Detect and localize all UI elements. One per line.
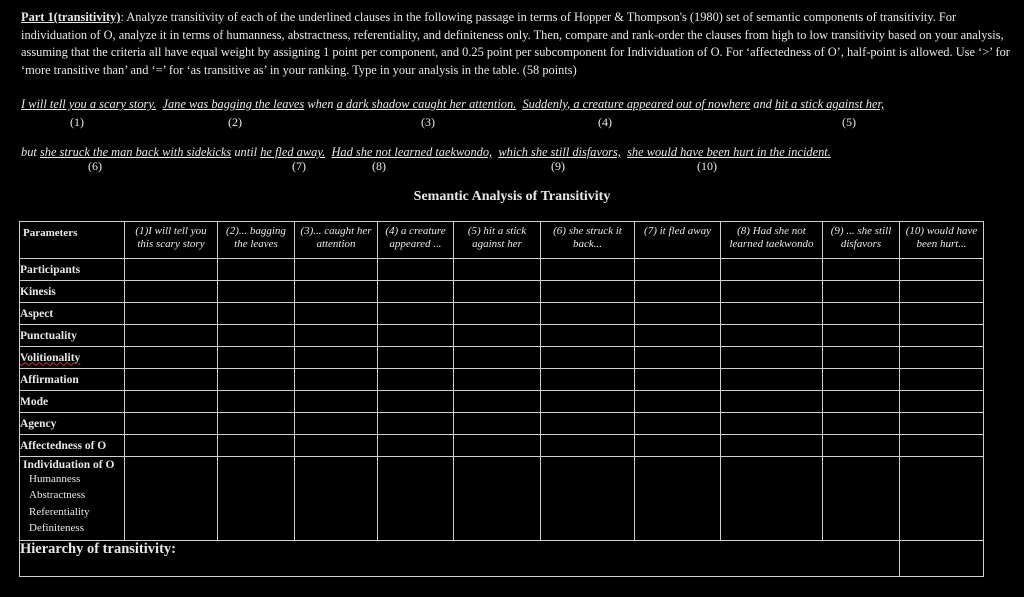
- analysis-cell[interactable]: [454, 281, 541, 303]
- individuation-subcomponent: Abstractness: [29, 489, 86, 502]
- hierarchy-row: [20, 541, 984, 577]
- analysis-cell[interactable]: [541, 303, 635, 325]
- analysis-cell[interactable]: [635, 369, 721, 391]
- analysis-cell[interactable]: [454, 369, 541, 391]
- analysis-cell[interactable]: [454, 325, 541, 347]
- passage-line-2: [21, 145, 831, 160]
- table-row: [20, 347, 984, 369]
- table-row: [20, 435, 984, 457]
- clause-number: (5): [842, 115, 856, 129]
- analysis-cell[interactable]: [218, 303, 295, 325]
- header-row: [20, 222, 984, 259]
- table-title: Semantic Analysis of Transitivity: [413, 189, 611, 204]
- analysis-cell[interactable]: [721, 457, 823, 541]
- analysis-cell[interactable]: [454, 457, 541, 541]
- table-row: [20, 369, 984, 391]
- analysis-cell[interactable]: [218, 457, 295, 541]
- analysis-cell[interactable]: [295, 259, 378, 281]
- analysis-cell[interactable]: [721, 435, 823, 457]
- clause-10: she would have been hurt in the incident.: [627, 145, 831, 159]
- analysis-cell[interactable]: [635, 391, 721, 413]
- instructions: [21, 9, 1011, 79]
- analysis-cell[interactable]: [541, 259, 635, 281]
- parameter-label: Volitionality: [20, 347, 125, 369]
- analysis-cell[interactable]: [454, 435, 541, 457]
- analysis-cell[interactable]: [635, 457, 721, 541]
- analysis-cell[interactable]: [721, 325, 823, 347]
- analysis-cell[interactable]: [823, 369, 900, 391]
- table-row: [20, 413, 984, 435]
- clause-number: (2): [228, 115, 242, 129]
- analysis-cell[interactable]: [900, 457, 984, 541]
- table-row: [20, 457, 984, 541]
- analysis-cell[interactable]: [218, 369, 295, 391]
- clause-3: a dark shadow caught her attention.: [336, 97, 517, 111]
- analysis-cell[interactable]: [900, 435, 984, 457]
- clause-4: Suddenly, a creature appeared out of nowhere: [522, 97, 751, 111]
- analysis-cell[interactable]: [823, 435, 900, 457]
- clause-7: he fled away.: [260, 145, 326, 159]
- table-row: [20, 325, 984, 347]
- clause-number: (6): [88, 159, 102, 173]
- analysis-cell[interactable]: [900, 281, 984, 303]
- analysis-cell[interactable]: [900, 303, 984, 325]
- analysis-cell[interactable]: [541, 369, 635, 391]
- column-header-8: (8) Had she not learned taekwondo: [721, 222, 823, 259]
- analysis-cell[interactable]: [541, 281, 635, 303]
- column-header-4: (4) a creature appeared ...: [378, 222, 454, 259]
- analysis-cell[interactable]: [125, 281, 218, 303]
- column-header-5: (5) hit a stick against her: [454, 222, 541, 259]
- analysis-cell[interactable]: [378, 413, 454, 435]
- analysis-cell[interactable]: [125, 457, 218, 541]
- analysis-cell[interactable]: [125, 259, 218, 281]
- analysis-cell[interactable]: [900, 391, 984, 413]
- column-header-7: (7) it fled away: [635, 222, 721, 259]
- analysis-cell[interactable]: [218, 347, 295, 369]
- analysis-cell[interactable]: [218, 281, 295, 303]
- analysis-cell[interactable]: [378, 347, 454, 369]
- analysis-cell[interactable]: [823, 391, 900, 413]
- analysis-cell[interactable]: [125, 435, 218, 457]
- analysis-cell[interactable]: [378, 457, 454, 541]
- analysis-cell[interactable]: [295, 457, 378, 541]
- parameter-label: Participants: [20, 259, 125, 281]
- analysis-cell[interactable]: [541, 435, 635, 457]
- clause-5: hit a stick against her,: [774, 97, 885, 111]
- table-row: [20, 281, 984, 303]
- connector: until: [231, 145, 261, 159]
- analysis-cell[interactable]: [900, 413, 984, 435]
- analysis-cell[interactable]: [218, 325, 295, 347]
- analysis-cell[interactable]: [823, 259, 900, 281]
- analysis-cell[interactable]: [218, 435, 295, 457]
- hierarchy-cell[interactable]: [900, 541, 984, 577]
- analysis-cell[interactable]: [721, 281, 823, 303]
- parameters-header: Parameters: [20, 222, 125, 259]
- clause-number: (8): [372, 159, 386, 173]
- analysis-cell[interactable]: [378, 369, 454, 391]
- table-row: [20, 391, 984, 413]
- parameter-label: Affectedness of O: [20, 435, 125, 457]
- column-header-9: (9) ... she still disfavors: [823, 222, 900, 259]
- analysis-cell[interactable]: [295, 391, 378, 413]
- column-header-1: (1)I will tell you this scary story: [125, 222, 218, 259]
- analysis-cell[interactable]: [721, 413, 823, 435]
- table-row: [20, 259, 984, 281]
- transitivity-table: [19, 221, 984, 577]
- analysis-cell[interactable]: [823, 413, 900, 435]
- analysis-cell[interactable]: [378, 303, 454, 325]
- analysis-cell[interactable]: [541, 347, 635, 369]
- analysis-cell[interactable]: [295, 435, 378, 457]
- analysis-cell[interactable]: [295, 325, 378, 347]
- analysis-cell[interactable]: [125, 369, 218, 391]
- analysis-cell[interactable]: [823, 347, 900, 369]
- analysis-cell[interactable]: [541, 413, 635, 435]
- clause-8: Had she not learned taekwondo,: [331, 145, 493, 159]
- analysis-cell[interactable]: [635, 435, 721, 457]
- parameter-label: Affirmation: [20, 369, 125, 391]
- parameter-label: Mode: [20, 391, 125, 413]
- analysis-cell[interactable]: [823, 303, 900, 325]
- clause-2: Jane was bagging the leaves: [162, 97, 305, 111]
- analysis-cell[interactable]: [295, 347, 378, 369]
- parameter-label: Agency: [20, 413, 125, 435]
- parameter-label: Punctuality: [20, 325, 125, 347]
- table-row: [20, 303, 984, 325]
- analysis-cell[interactable]: [721, 347, 823, 369]
- analysis-cell[interactable]: [823, 325, 900, 347]
- clause-number: (9): [551, 159, 565, 173]
- clause-number: (10): [697, 159, 717, 173]
- analysis-cell[interactable]: [454, 347, 541, 369]
- clause-number: (7): [292, 159, 306, 173]
- analysis-cell[interactable]: [378, 435, 454, 457]
- analysis-cell[interactable]: [454, 391, 541, 413]
- analysis-cell[interactable]: [218, 391, 295, 413]
- clause-1: I will tell you a scary story.: [21, 97, 157, 111]
- analysis-cell[interactable]: [635, 303, 721, 325]
- parameter-label: Aspect: [20, 303, 125, 325]
- column-header-2: (2)... bagging the leaves: [218, 222, 295, 259]
- analysis-cell[interactable]: [125, 347, 218, 369]
- analysis-cell[interactable]: [823, 281, 900, 303]
- analysis-cell[interactable]: [635, 413, 721, 435]
- individuation-subcomponent: Referentiality: [29, 505, 90, 518]
- analysis-cell[interactable]: [635, 281, 721, 303]
- analysis-cell[interactable]: [721, 303, 823, 325]
- individuation-label: [20, 457, 125, 541]
- analysis-cell[interactable]: [635, 325, 721, 347]
- hierarchy-label[interactable]: Hierarchy of transitivity:: [20, 541, 900, 577]
- analysis-cell[interactable]: [541, 391, 635, 413]
- clause-number: (4): [598, 115, 612, 129]
- analysis-cell[interactable]: [635, 347, 721, 369]
- analysis-cell[interactable]: [378, 259, 454, 281]
- clause-6: she struck the man back with sidekicks: [39, 145, 232, 159]
- connector: and: [750, 97, 775, 111]
- individuation-subcomponent: Humanness: [29, 473, 81, 485]
- analysis-cell[interactable]: [125, 391, 218, 413]
- analysis-cell[interactable]: [721, 391, 823, 413]
- analysis-cell[interactable]: [125, 413, 218, 435]
- analysis-cell[interactable]: [295, 281, 378, 303]
- analysis-cell[interactable]: [454, 259, 541, 281]
- column-header-3: (3)... caught her attention: [295, 222, 378, 259]
- analysis-cell[interactable]: [218, 259, 295, 281]
- clause-number: (1): [70, 115, 84, 129]
- column-header-10: (10) would have been hurt...: [900, 222, 984, 259]
- analysis-cell[interactable]: [295, 413, 378, 435]
- connector: but: [21, 145, 40, 159]
- analysis-cell[interactable]: [900, 347, 984, 369]
- analysis-cell[interactable]: [218, 413, 295, 435]
- analysis-cell[interactable]: [721, 259, 823, 281]
- connector: when: [304, 97, 337, 111]
- individuation-subcomponent: Definiteness: [29, 521, 84, 534]
- column-header-6: (6) she struck it back...: [541, 222, 635, 259]
- analysis-cell[interactable]: [900, 259, 984, 281]
- analysis-cell[interactable]: [541, 457, 635, 541]
- analysis-cell[interactable]: [900, 325, 984, 347]
- parameter-label: Kinesis: [20, 281, 125, 303]
- clause-9: which she still disfavors,: [498, 145, 621, 159]
- analysis-cell[interactable]: [721, 369, 823, 391]
- analysis-cell[interactable]: [295, 369, 378, 391]
- part-heading: Part 1(transitivity): [21, 10, 121, 24]
- analysis-cell[interactable]: [635, 259, 721, 281]
- analysis-cell[interactable]: [454, 303, 541, 325]
- analysis-cell[interactable]: [295, 303, 378, 325]
- analysis-cell[interactable]: [378, 325, 454, 347]
- analysis-cell[interactable]: [541, 325, 635, 347]
- analysis-cell[interactable]: [378, 281, 454, 303]
- analysis-cell[interactable]: [900, 369, 984, 391]
- analysis-cell[interactable]: [454, 413, 541, 435]
- instructions-text: : Analyze transitivity of each of the underlined clauses in the following passage in terms of Hopper & Thompson's (1980) set of semantic components of transitivity. For individuation of O, analyze it in terms of humanness, abstractness, referentiality, and definiteness only. Then, compare and rank-order the clauses from high to low transitivity based on your analysis, assuming that the criteria all have equal weight by assigning 1 point per component, and 0.25 point per subcomponent for Individuation of O. For ‘affectedness of O’, half-point is allowed. Use ‘>’ for ‘more transitive than’ and ‘=’ for ‘as transitive as’ in your ranking. Type in your analysis in the table. (58 points): [21, 10, 1010, 77]
- analysis-cell[interactable]: [823, 457, 900, 541]
- individuation-heading: Individuation of O: [23, 459, 115, 471]
- clause-number: (3): [421, 115, 435, 129]
- passage-line-1: [21, 97, 884, 112]
- analysis-cell[interactable]: [378, 391, 454, 413]
- analysis-cell[interactable]: [125, 325, 218, 347]
- analysis-cell[interactable]: [125, 303, 218, 325]
